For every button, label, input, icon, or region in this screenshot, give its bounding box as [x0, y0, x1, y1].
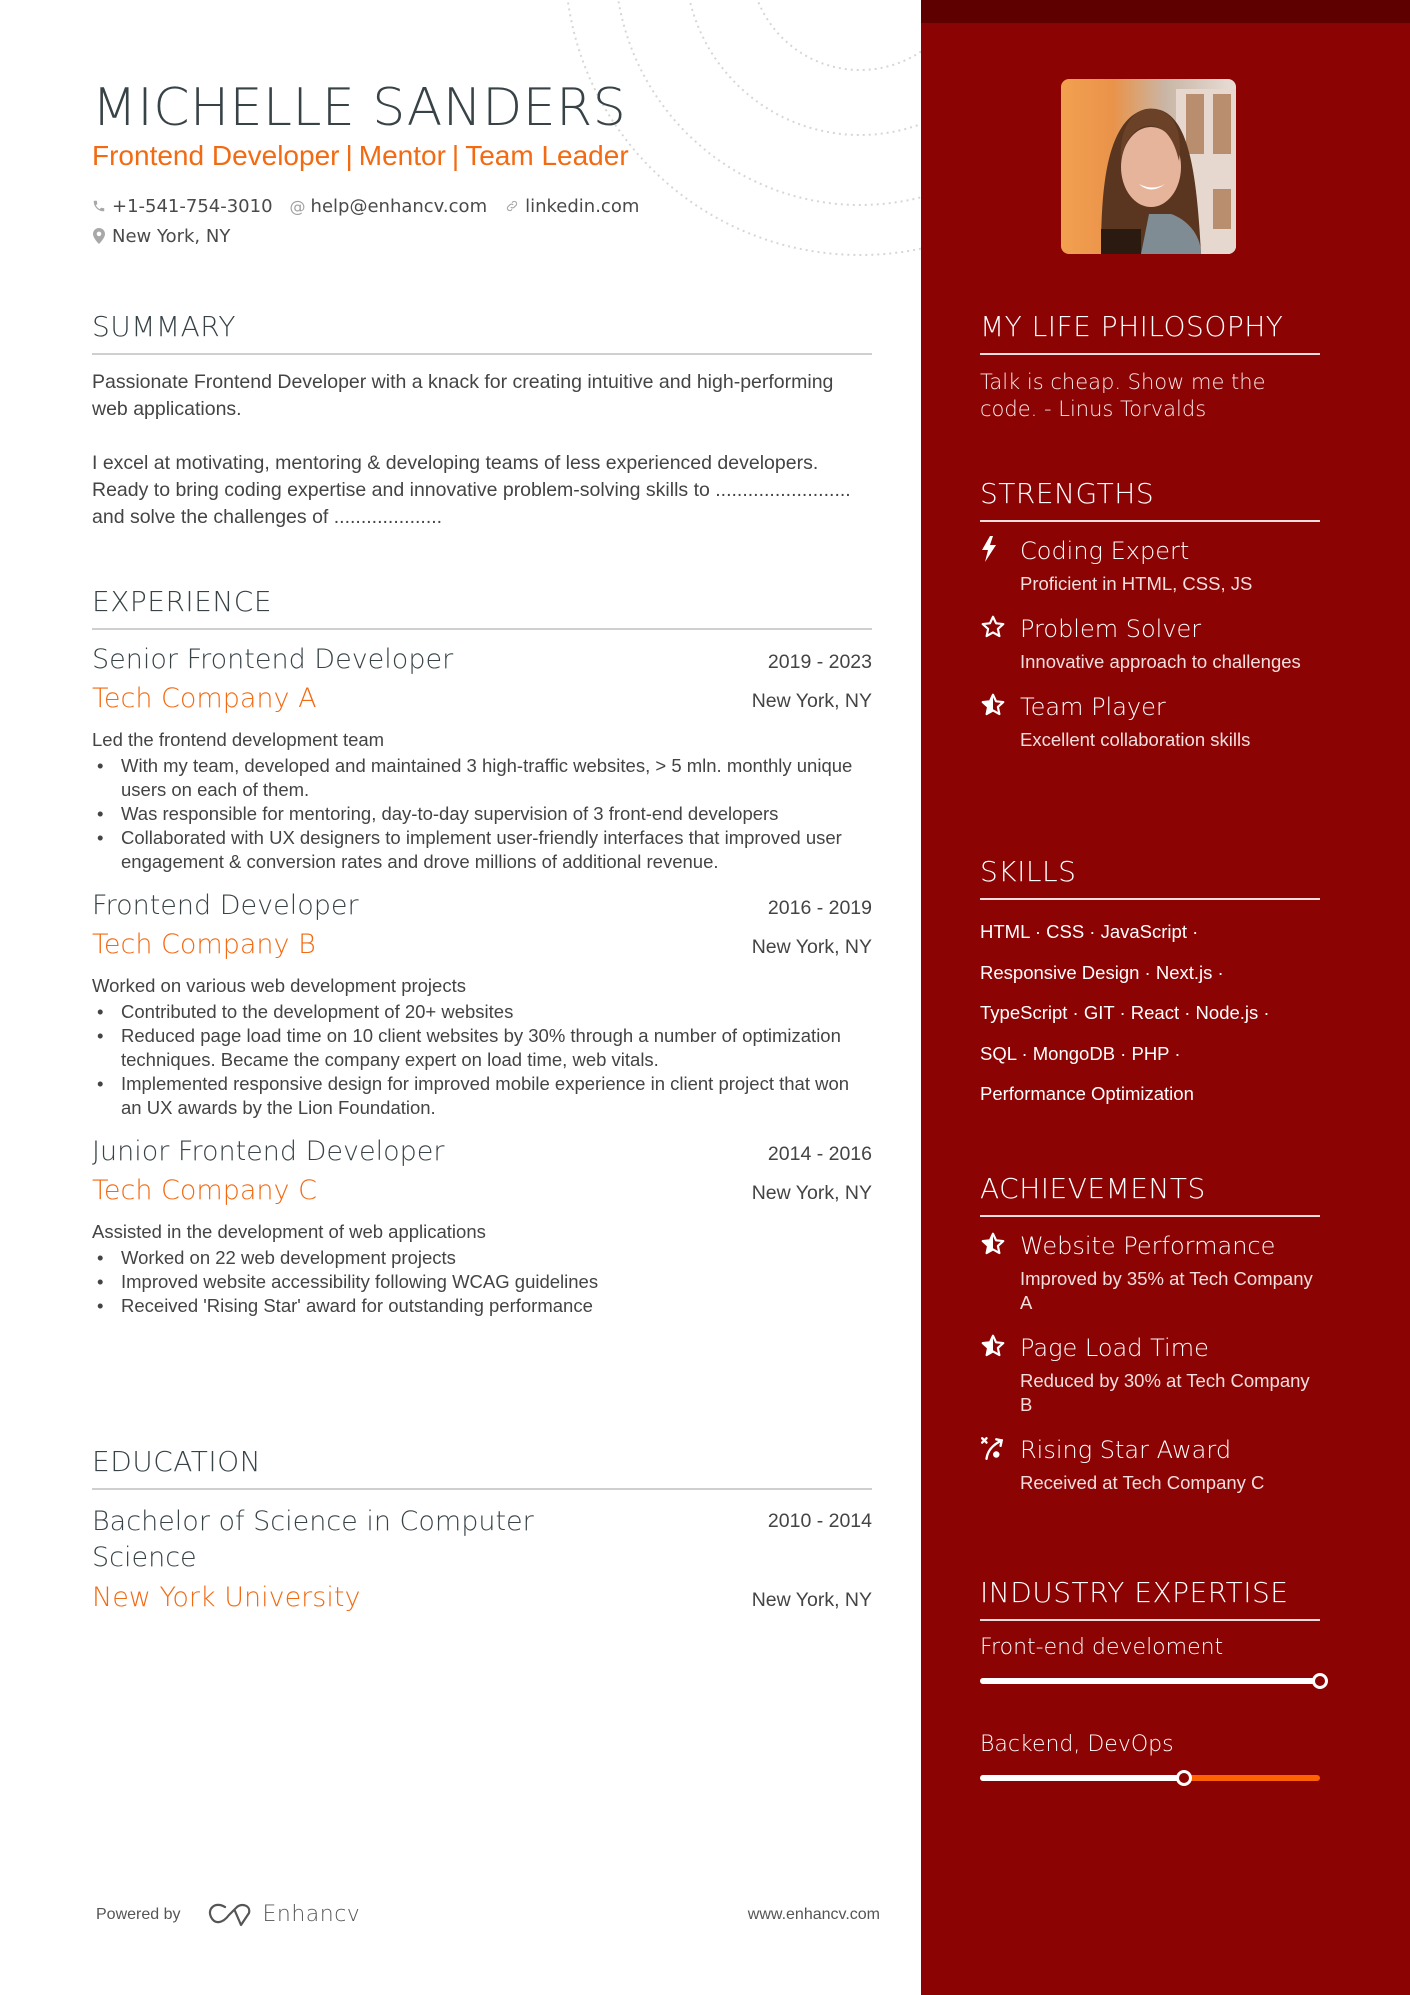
- contact-link[interactable]: linkedin.com: [505, 196, 639, 217]
- job-bullet: • Worked on 22 web development projects: [92, 1246, 872, 1270]
- philosophy-section: [980, 310, 1320, 423]
- expertise-bar-knob: [1176, 1770, 1192, 1786]
- section-title: SKILLS: [980, 855, 1077, 888]
- education-section: [92, 1445, 872, 1613]
- expertise-section: [980, 1576, 1320, 1781]
- strength-desc: Excellent collaboration skills: [1020, 729, 1251, 750]
- sidebar-top-stripe: [921, 0, 1410, 23]
- expertise-bar: [980, 1678, 1320, 1684]
- section-title: INDUSTRY EXPERTISE: [980, 1576, 1289, 1609]
- achievements-section: [980, 1172, 1320, 1495]
- expertise-label: Front-end develoment: [980, 1635, 1224, 1660]
- at-icon: @: [289, 196, 306, 216]
- achievement-desc: Reduced by 30% at Tech Company B: [1020, 1370, 1310, 1415]
- strength-item: [980, 536, 1320, 596]
- strategy-icon: [980, 1435, 1020, 1495]
- star-half-icon: [980, 1333, 1020, 1417]
- strength-desc: Proficient in HTML, CSS, JS: [1020, 573, 1253, 594]
- section-title: STRENGTHS: [980, 477, 1155, 510]
- section-divider: [92, 353, 872, 355]
- skills-section: [980, 855, 1320, 1115]
- tagline-separator: |: [345, 140, 353, 171]
- school: New York University: [92, 1582, 361, 1613]
- job-dates: 2014 - 2016: [767, 1143, 872, 1165]
- job-bullets: [92, 754, 872, 874]
- experience-section: [92, 585, 872, 1318]
- achievement-item: [980, 1435, 1320, 1495]
- enhancv-logo[interactable]: [207, 1902, 361, 1927]
- section-title: EDUCATION: [92, 1445, 262, 1478]
- tagline-role: Frontend Developer: [92, 140, 340, 171]
- education-location: New York, NY: [751, 1589, 872, 1611]
- job-bullets: [92, 1246, 872, 1318]
- job-bullet: • Contributed to the development of 20+ websites: [92, 1000, 872, 1024]
- job-dates: 2016 - 2019: [767, 897, 872, 919]
- section-title: MY LIFE PHILOSOPHY: [980, 310, 1284, 343]
- expertise-bar-fill: [980, 1678, 1320, 1684]
- strength-item: [980, 614, 1320, 674]
- job-bullets: [92, 1000, 872, 1120]
- expertise-item: [980, 1635, 1320, 1684]
- skills-line: TypeScript · GIT · React · Node.js ·: [980, 1002, 1270, 1023]
- job-company: Tech Company A: [92, 683, 317, 714]
- contact-phone[interactable]: +1-541-754-3010: [92, 196, 273, 217]
- achievement-title: Rising Star Award: [1020, 1436, 1232, 1464]
- map-pin-icon: [92, 228, 106, 244]
- achievement-item: [980, 1231, 1320, 1315]
- expertise-item: [980, 1732, 1320, 1781]
- section-divider: [980, 520, 1320, 522]
- link-icon: [505, 199, 519, 213]
- achievement-desc: Received at Tech Company C: [1020, 1472, 1265, 1493]
- achievement-desc: Improved by 35% at Tech Company A: [1020, 1268, 1313, 1313]
- contact-location: New York, NY: [92, 226, 230, 247]
- expertise-label: Backend, DevOps: [980, 1732, 1174, 1757]
- job-bullet: • Implemented responsive design for improved mobile experience in client project that won an UX awards by the Lion Foundation.: [92, 1072, 872, 1120]
- strength-title: Team Player: [1020, 693, 1166, 721]
- sidebar: [921, 0, 1410, 1995]
- footer-url[interactable]: www.enhancv.com: [747, 1905, 880, 1923]
- achievement-title: Website Performance: [1020, 1232, 1276, 1260]
- job-description: Worked on various web development projects: [92, 975, 466, 996]
- job-entry: [92, 890, 872, 1120]
- job-location: New York, NY: [751, 690, 872, 712]
- section-title: ACHIEVEMENTS: [980, 1172, 1206, 1205]
- job-company: Tech Company C: [92, 1175, 317, 1206]
- expertise-bar-knob: [1312, 1673, 1328, 1689]
- candidate-name: MICHELLE SANDERS: [92, 78, 627, 138]
- job-location: New York, NY: [751, 1182, 872, 1204]
- job-bullet: • Was responsible for mentoring, day-to-day supervision of 3 front-end developers: [92, 802, 872, 826]
- job-entry: [92, 644, 872, 874]
- achievement-title: Page Load Time: [1020, 1334, 1209, 1362]
- skills-line: Responsive Design · Next.js ·: [980, 961, 1224, 983]
- job-description: Led the frontend development team: [92, 729, 385, 750]
- strength-title: Problem Solver: [1020, 615, 1202, 643]
- achievement-item: [980, 1333, 1320, 1417]
- skills-line: HTML · CSS · JavaScript ·: [980, 921, 1199, 942]
- job-location: New York, NY: [751, 936, 872, 958]
- strengths-section: [980, 477, 1320, 752]
- section-divider: [92, 628, 872, 630]
- job-company: Tech Company B: [92, 929, 316, 960]
- lightning-icon: [980, 536, 1020, 596]
- profile-photo: [1061, 79, 1236, 254]
- expertise-bar: [980, 1775, 1320, 1781]
- footer: [96, 1902, 880, 1927]
- job-title: Junior Frontend Developer: [92, 1136, 445, 1167]
- job-bullet: • With my team, developed and maintained 3 high-traffic websites, > 5 mln. monthly unique users on each of them.: [92, 754, 872, 802]
- star-outline-icon: [980, 614, 1020, 674]
- job-bullet: • Received 'Rising Star' award for outstanding performance: [92, 1294, 872, 1318]
- philosophy-quote: Talk is cheap. Show me the code. - Linus Torvalds: [980, 370, 1266, 421]
- strength-item: [980, 692, 1320, 752]
- expertise-bar-fill: [980, 1775, 1184, 1781]
- job-description: Assisted in the development of web applications: [92, 1221, 486, 1242]
- skills-line: Performance Optimization: [980, 1083, 1194, 1104]
- powered-by-label: Powered by: [96, 1905, 181, 1923]
- tagline-role: Mentor: [358, 140, 446, 171]
- job-title: Frontend Developer: [92, 890, 359, 921]
- skills-line: SQL · MongoDB · PHP ·: [980, 1042, 1181, 1064]
- star-half-icon: [980, 692, 1020, 752]
- education-entry: [92, 1504, 872, 1613]
- degree: Bachelor of Science in Computer Science: [92, 1506, 534, 1573]
- phone-icon: [92, 199, 106, 213]
- tagline: [92, 140, 629, 172]
- education-dates: 2010 - 2014: [767, 1510, 872, 1532]
- section-divider: [92, 1488, 872, 1490]
- brand-name: Enhancv: [262, 1902, 361, 1927]
- strength-title: Coding Expert: [1020, 537, 1190, 565]
- job-bullet: • Reduced page load time on 10 client websites by 30% through a number of optimization techniques. Became the company expert on load time, web vitals.: [92, 1024, 872, 1072]
- contact-email[interactable]: @ help@enhancv.com: [289, 195, 488, 217]
- job-dates: 2019 - 2023: [767, 651, 872, 673]
- strength-desc: Innovative approach to challenges: [1020, 651, 1301, 672]
- summary-text: Passionate Frontend Developer with a knack for creating intuitive and high-performing web applications. I excel at motivating, mentoring & developing teams of less experienced developers. Ready to bring coding expertise and innovative problem-solving skills to ......................... and solve the challenges of ....................: [92, 371, 851, 528]
- star-half-icon: [980, 1231, 1020, 1315]
- section-title: SUMMARY: [92, 310, 237, 343]
- tagline-role: Team Leader: [465, 140, 629, 171]
- tagline-separator: |: [451, 140, 460, 171]
- contact-info: [92, 194, 657, 254]
- skills-list: [980, 912, 1320, 1115]
- job-bullet: • Collaborated with UX designers to implement user-friendly interfaces that improved user engagement & conversion rates and drove millions of additional revenue.: [92, 826, 872, 874]
- summary-section: [92, 310, 872, 531]
- section-divider: [980, 898, 1320, 900]
- job-entry: [92, 1136, 872, 1318]
- section-title: EXPERIENCE: [92, 585, 273, 618]
- enhancv-logo-icon: [207, 1903, 255, 1927]
- job-bullet: • Improved website accessibility following WCAG guidelines: [92, 1270, 872, 1294]
- job-title: Senior Frontend Developer: [92, 644, 454, 675]
- section-divider: [980, 1215, 1320, 1217]
- section-divider: [980, 1619, 1320, 1621]
- section-divider: [980, 353, 1320, 355]
